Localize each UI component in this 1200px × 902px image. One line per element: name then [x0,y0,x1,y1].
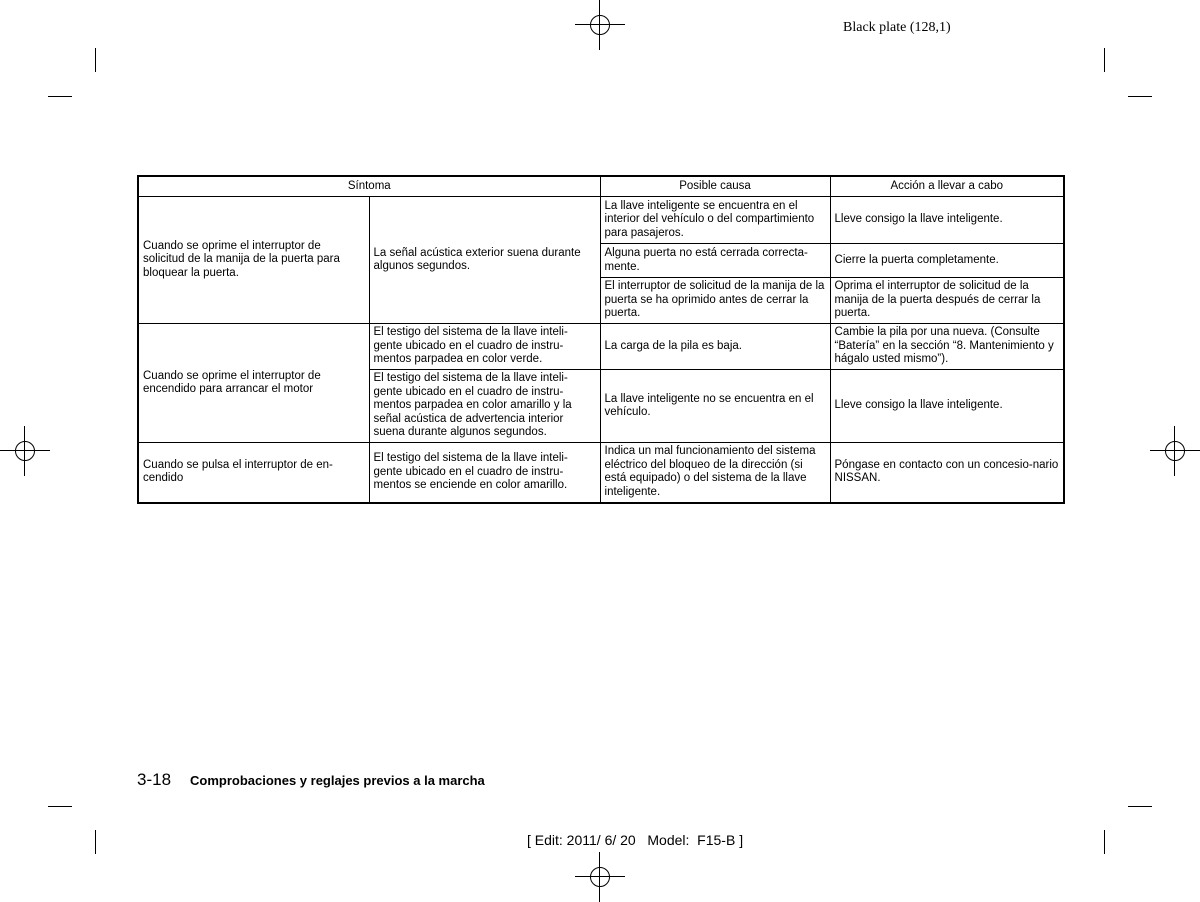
symptom-cell: Cuando se oprime el interruptor de encendido para arrancar el motor [138,324,369,443]
action-cell: Lleve consigo la llave inteligente. [830,370,1064,443]
registration-mark-top [575,0,625,50]
action-cell: Oprima el interruptor de solicitud de la manija de la puerta después de cerrar la puerta. [830,278,1064,324]
cause-cell: Alguna puerta no está cerrada correcta-mente. [600,244,830,278]
cause-cell: Indica un mal funcionamiento del sistema eléctrico del bloqueo de la dirección (si está equipado) o del sistema de la llave inteligente. [600,443,830,503]
action-cell: Póngase en contacto con un concesio-nario NISSAN. [830,443,1064,503]
detail-cell: El testigo del sistema de la llave inteli-gente ubicado en el cuadro de instru-mentos parpadea en color amarillo y la señal acústica de advertencia interior suena durante algunos segundos. [369,370,600,443]
section-title: Comprobaciones y reglajes previos a la marcha [190,773,485,788]
table-row [138,443,1064,503]
symptom-cell: Cuando se pulsa el interruptor de en-cendido [138,443,369,503]
cause-cell: La llave inteligente se encuentra en el interior del vehículo o del compartimiento para pasajeros. [600,197,830,244]
crop-mark [95,48,96,72]
crop-mark [1104,830,1105,854]
symptom-table [137,175,1065,504]
cause-cell: La llave inteligente no se encuentra en el vehículo. [600,370,830,443]
detail-cell: La señal acústica exterior suena durante algunos segundos. [369,197,600,324]
header-action: Acción a llevar a cabo [830,176,1064,197]
action-cell: Cierre la puerta completamente. [830,244,1064,278]
action-cell: Lleve consigo la llave inteligente. [830,197,1064,244]
page-number: 3-18 [137,770,172,789]
registration-mark-bottom [575,852,625,902]
table-row [138,324,1064,370]
header-symptom: Síntoma [138,176,600,197]
table-header-row [138,176,1064,197]
crop-mark [95,830,96,854]
crop-mark [1104,48,1105,72]
crop-mark [1128,96,1152,97]
crop-mark [48,96,72,97]
cause-cell: La carga de la pila es baja. [600,324,830,370]
plate-label: Black plate (128,1) [843,20,951,35]
crop-mark [48,806,72,807]
table-row [138,197,1064,244]
action-cell: Cambie la pila por una nueva. (Consulte “Batería” en la sección “8. Mantenimiento y hágalo usted mismo”). [830,324,1064,370]
registration-mark-right [1150,426,1200,476]
detail-cell: El testigo del sistema de la llave inteli-gente ubicado en el cuadro de instru-mentos se enciende en color amarillo. [369,443,600,503]
crop-mark [1128,806,1152,807]
header-cause: Posible causa [600,176,830,197]
detail-cell: El testigo del sistema de la llave inteli-gente ubicado en el cuadro de instru-mentos parpadea en color verde. [369,324,600,370]
registration-mark-left [0,426,50,476]
edit-info: [ Edit: 2011/ 6/ 20 Model: F15-B ] [527,832,744,848]
cause-cell: El interruptor de solicitud de la manija de la puerta se ha oprimido antes de cerrar la puerta. [600,278,830,324]
symptom-cell: Cuando se oprime el interruptor de solicitud de la manija de la puerta para bloquear la puerta. [138,197,369,324]
